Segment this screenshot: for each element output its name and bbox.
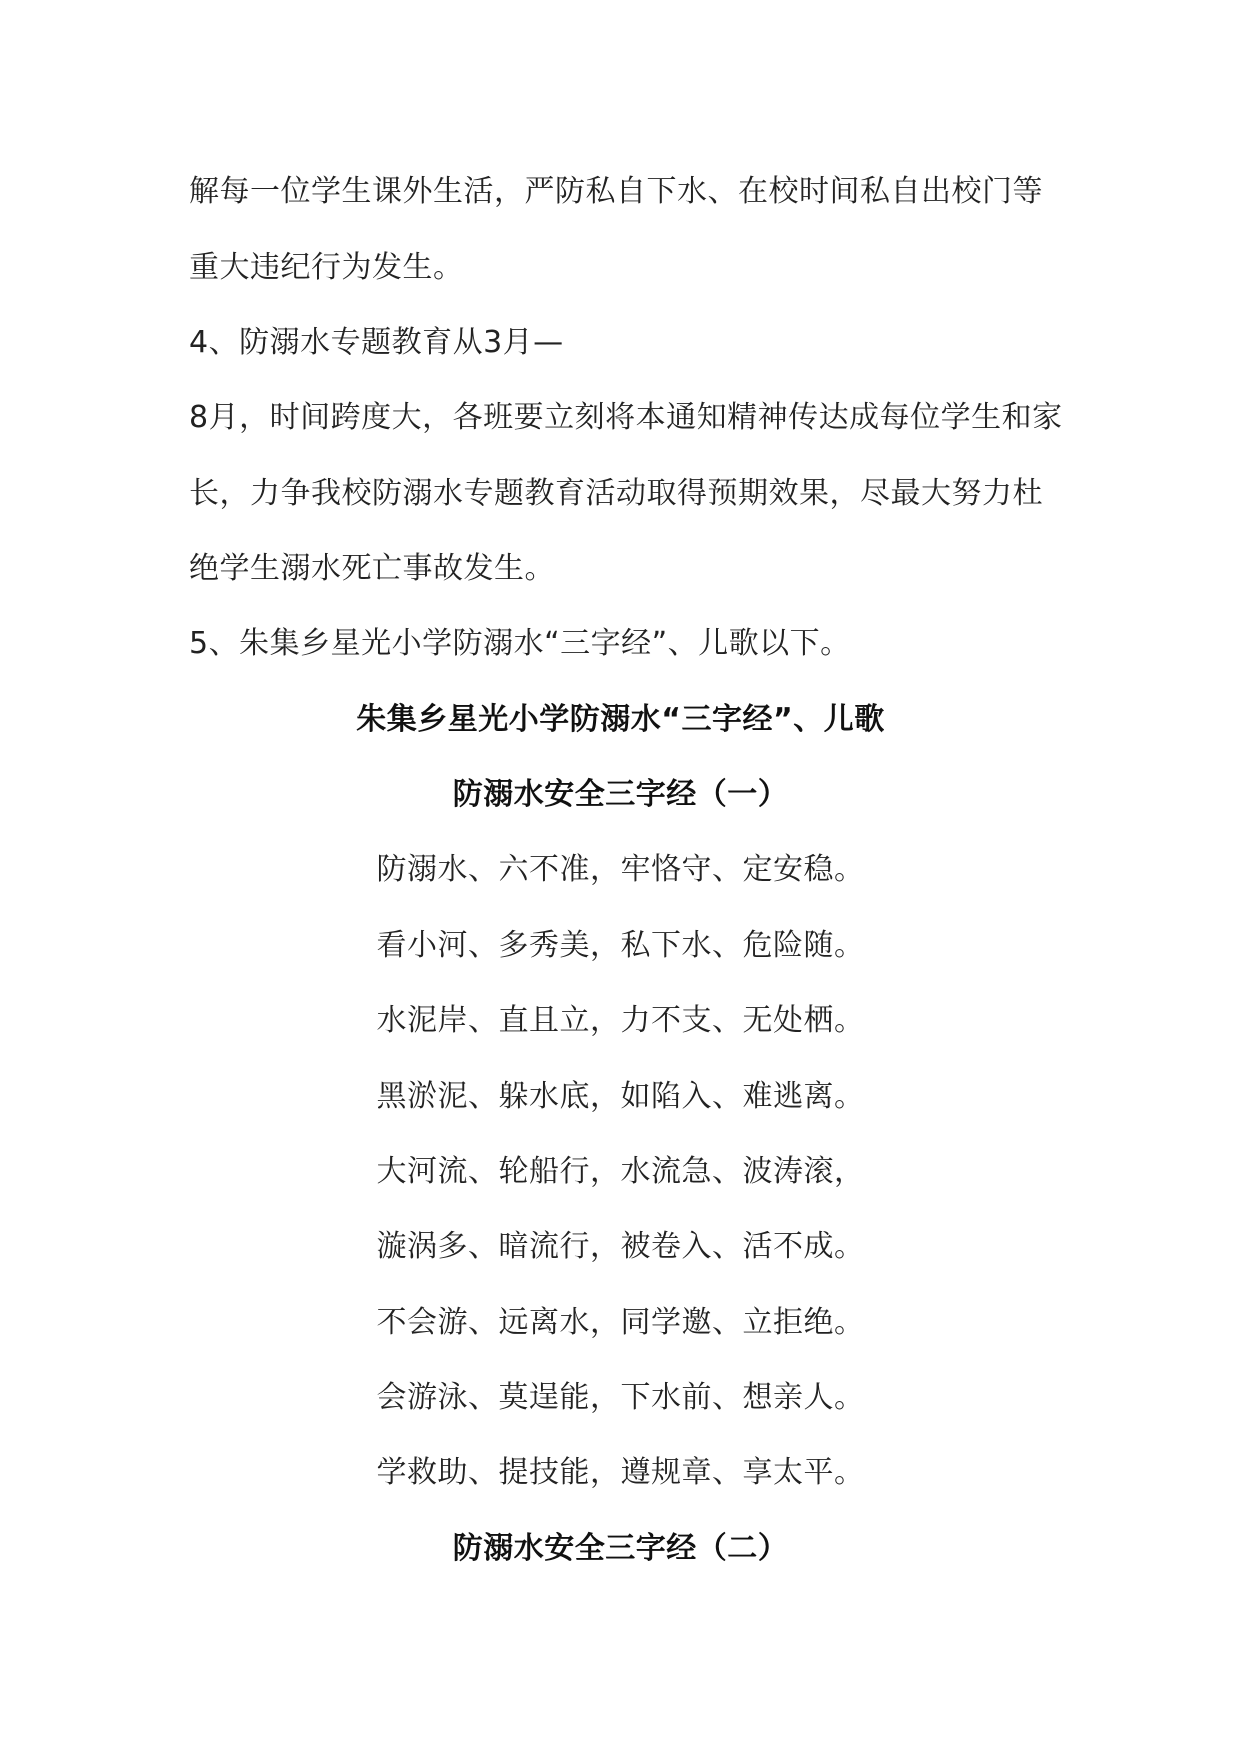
section-heading: 朱集乡星光小学防溺水“三字经”、儿歌 — [356, 702, 885, 737]
paragraph-line: 重大违纪行为发生。 — [189, 250, 464, 285]
paragraph-line: 8月，时间跨度大，各班要立刻将本通知精神传达成每位学生和家 — [189, 400, 1063, 435]
verse-line: 会游泳、莫逞能，下水前、想亲人。 — [376, 1380, 865, 1415]
paragraph-line: 长，力争我校防溺水专题教育活动取得预期效果，尽最大努力杜 — [189, 476, 1043, 511]
paragraph-line: 5、朱集乡星光小学防溺水“三字经”、儿歌以下。 — [189, 626, 851, 661]
verse-line: 不会游、远离水，同学邀、立拒绝。 — [376, 1305, 865, 1340]
verse-line: 大河流、轮船行，水流急、波涛滚， — [376, 1154, 865, 1189]
verse-line: 水泥岸、直且立，力不支、无处栖。 — [376, 1003, 865, 1038]
paragraph-line: 解每一位学生课外生活，严防私自下水、在校时间私自出校门等 — [189, 174, 1043, 209]
verse-line: 漩涡多、暗流行，被卷入、活不成。 — [376, 1229, 865, 1264]
subsection-heading-two: 防溺水安全三字经（二） — [452, 1531, 789, 1566]
subsection-heading-one: 防溺水安全三字经（一） — [452, 777, 789, 812]
verse-line: 看小河、多秀美，私下水、危险随。 — [376, 928, 865, 963]
verse-line: 黑淤泥、躲水底，如陷入、难逃离。 — [376, 1079, 865, 1114]
verse-line: 防溺水、六不准，牢恪守、定安稳。 — [376, 852, 865, 887]
paragraph-line: 绝学生溺水死亡事故发生。 — [189, 551, 555, 586]
paragraph-line: 4、防溺水专题教育从3月— — [189, 325, 564, 360]
verse-line: 学救助、提技能，遵规章、享太平。 — [376, 1455, 865, 1490]
